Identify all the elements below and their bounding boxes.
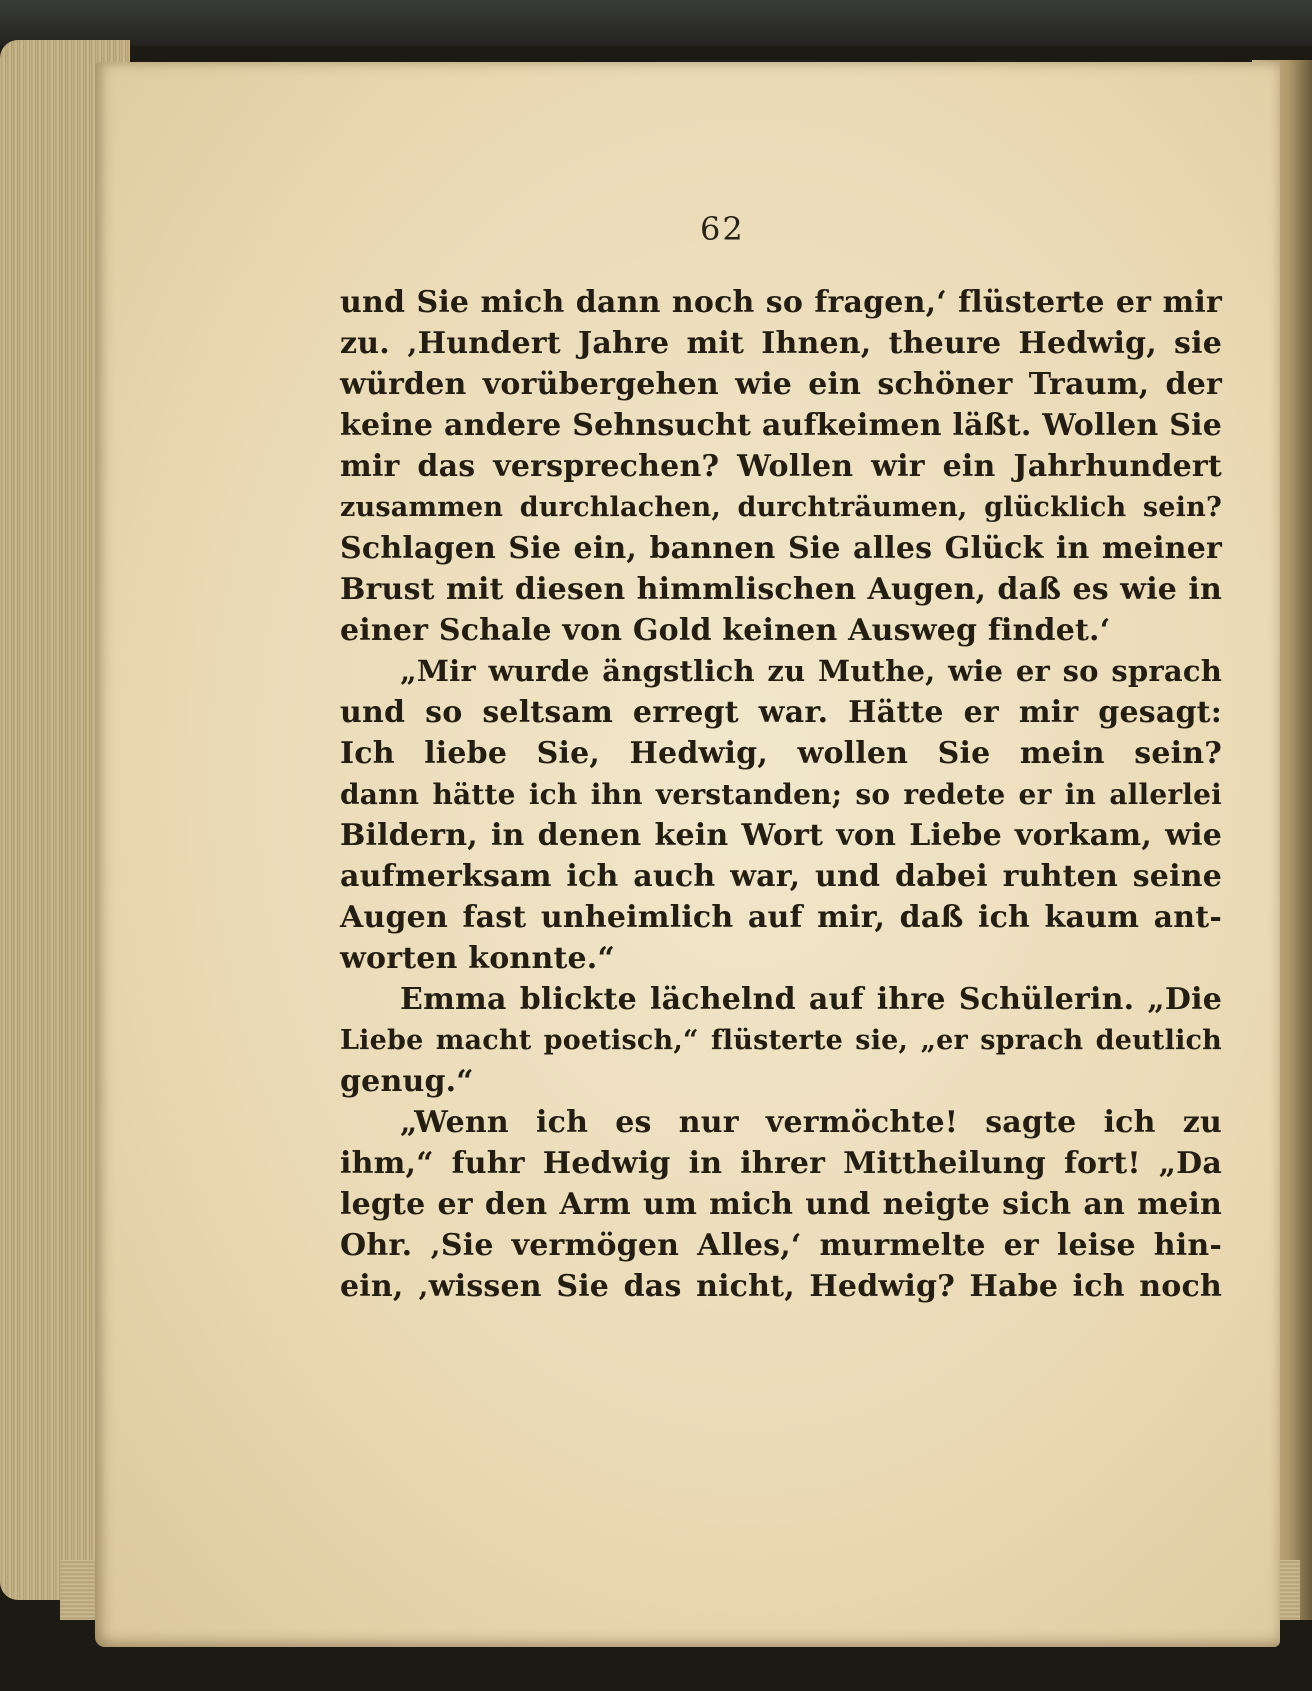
book-cover-edge (0, 0, 1312, 46)
text-line: zusammen durchlachen, durchträumen, glücklich sein? (340, 492, 1222, 523)
text-line: aufmerksam ich auch war, und dabei ruhten seine (340, 859, 1222, 894)
body-text (340, 282, 1222, 1307)
text-line: Ohr. ‚Sie vermögen Alles,‘ murmelte er leise hin- (340, 1228, 1222, 1263)
text-line: Augen fast unheimlich auf mir, daß ich kaum ant- (340, 900, 1222, 935)
text-line: einer Schale von Gold keinen Ausweg findet.‘ (340, 613, 1111, 648)
text-line: Ich liebe Sie, Hedwig, wollen Sie mein sein? (340, 736, 1222, 771)
text-line: „Wenn ich es nur vermöchte! sagte ich zu (400, 1105, 1222, 1140)
text-line: und so seltsam erregt war. Hätte er mir gesagt: (340, 695, 1222, 730)
text-line: ihm,“ fuhr Hedwig in ihrer Mittheilung fort! „Da (340, 1146, 1222, 1181)
text-line: „Mir wurde ängstlich zu Muthe, wie er so sprach (400, 654, 1222, 688)
text-line: Bildern, in denen kein Wort von Liebe vorkam, wie (340, 818, 1222, 853)
text-line: mir das versprechen? Wollen wir ein Jahrhundert (340, 449, 1222, 484)
text-line: Liebe macht poetisch,“ flüsterte sie, „er sprach deutlich (340, 1025, 1222, 1056)
text-line: und Sie mich dann noch so fragen,‘ flüsterte er mir (340, 285, 1222, 320)
text-line: keine andere Sehnsucht aufkeimen läßt. Wollen Sie (340, 408, 1222, 443)
text-line: würden vorübergehen wie ein schöner Traum, der (340, 367, 1222, 402)
text-line: Brust mit diesen himmlischen Augen, daß es wie in (340, 572, 1222, 607)
page-number: 62 (700, 210, 745, 248)
text-line: worten konnte.“ (340, 941, 615, 976)
text-line: Schlagen Sie ein, bannen Sie alles Glück in meiner (340, 531, 1222, 566)
text-line: zu. ‚Hundert Jahre mit Ihnen, theure Hedwig, sie (340, 326, 1222, 361)
text-line: legte er den Arm um mich und neigte sich an mein (340, 1187, 1222, 1222)
text-line: ein, ‚wissen Sie das nicht, Hedwig? Habe ich noch (340, 1269, 1222, 1304)
text-line: genug.“ (340, 1064, 474, 1099)
text-line: Emma blickte lächelnd auf ihre Schülerin. „Die (400, 982, 1222, 1017)
text-line: dann hätte ich ihn verstanden; so redete er in allerlei (340, 778, 1222, 811)
